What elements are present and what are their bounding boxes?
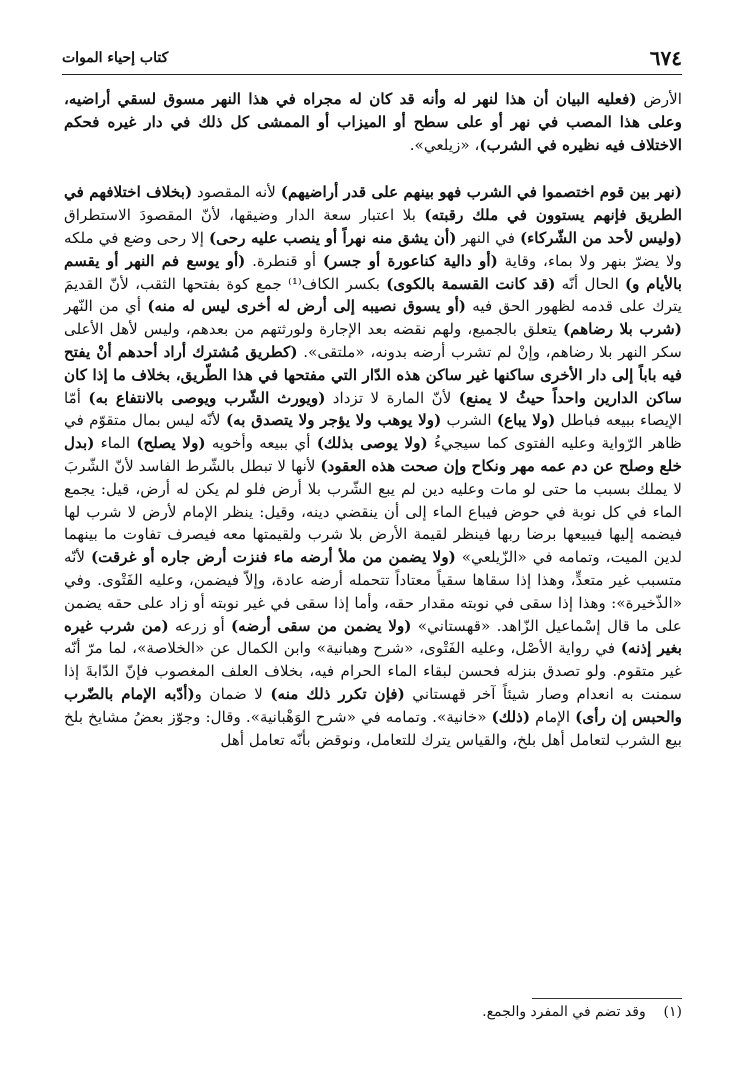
bold-segment: (ولا يوهب ولا يؤجر ولا يتصدق به) xyxy=(225,411,442,430)
text-segment: الحال أنّه xyxy=(555,274,625,293)
text-segment: أو قنطرة. xyxy=(245,251,323,270)
text-segment: يتعلق بالجميع، ولهم نقضه بعد الإجارة ولورثتهم من بعدهم، وليس لأهل الأعلى سكر النهر بلا رضاهم، وإنْ لم تشرب أرضه بدونه، «ملتقى». xyxy=(64,320,682,361)
text-segment: أمّا الإيصاء ببيعه فباطل xyxy=(64,388,682,430)
bold-segment: (ويورث الشّرب ويوصى بالانتفاع به) xyxy=(88,388,326,407)
text-segment: الأرض xyxy=(636,90,683,108)
bold-segment: (ذلك) xyxy=(491,707,531,726)
bold-segment: (فإن تكرر ذلك منه) xyxy=(270,684,405,703)
bold-segment: (أدّبه الإمام بالضّرب والحبس إن رأى) xyxy=(64,684,683,726)
text-segment: بلا اعتبار سعة الدار وضيقها، لأنّ المقصودَ الاستطراق xyxy=(64,206,425,225)
text-segment: لأنه المقصود xyxy=(192,183,281,202)
text-segment: في رواية الأصْل، وعليه الفَتْوى، «شرح وهبانية» وابن الكمال عن «الخلاصة»، لما مرّ أنّه غير متقوم. ولو تصدق بنزله فحسن لبقاء الماء الحرام فيه، بخلاف العلف المغصوب فإنّ الدّابةَ إذا سمنت به انعدام وصار شيئاً آخر قهستاني xyxy=(64,639,683,703)
bold-segment: (بخلاف اختلافهم في الطريق فإنهم يستوون في ملك رقبته) xyxy=(64,183,682,225)
text-segment: أو زرعه xyxy=(168,616,231,635)
bold-segment: (ولا يضمن من سقى أرضه) xyxy=(231,616,412,635)
bold-segment: (بدل خلع وصلح عن دم عمه مهر ونكاح وإن صحت هذه العقود) xyxy=(64,434,682,475)
text-segment: الماء xyxy=(94,434,137,453)
text-segment: لأنها لا تبطل بالشّرط الفاسد لأنّ الشّربَ لا يملك بسبب ما حتى لو مات وعليه دين لم يبع الشّرب بلا أرض فلو لم يكن له أرض، قيل: يجمع الماء في كل نوبة في حوض فيباع الماء إلى أن ينقضي دينه، وقيل: ينظر الإمام لأرض لا شرب لها فيضمه إليها فيبيعها برضا ربها فينظر لقيمة الأرض بلا شرب ولقيمتها معه فيصرف تفاوت ما بينهما لدين الميت، وتمامه في «الزّيلعي» xyxy=(64,456,682,567)
bold-segment: (ولا يوصى بذلك) xyxy=(316,434,428,453)
footnote-marker: (١) xyxy=(663,1004,682,1020)
bold-segment: (ولا يصلح) xyxy=(136,434,206,453)
bold-segment: (من شرب غيره بغير إذنه) xyxy=(64,616,683,658)
text-segment: الإمام xyxy=(530,707,576,726)
bold-segment: (أو يوسع فم النهر أو يقسم بالأيام و) xyxy=(64,251,682,293)
footnote-divider xyxy=(532,998,682,999)
text-segment: بكسر الكاف⁽¹⁾ جمع كوة بفتحها الثقب، لأنّ القديمَ يترك على قدمه لظهور الحق فيه xyxy=(64,274,682,316)
bold-segment: (أو يسوق نصيبه إلى أرض له أخرى ليس له منه) xyxy=(147,297,466,316)
text-segment: الشرب xyxy=(441,411,497,430)
text-segment: لأنّه ليس بمال متقوّم في ظاهر الرّواية وعليه الفتوى كما سيجيءُ xyxy=(64,411,682,453)
footnote xyxy=(182,1004,682,1020)
body-text xyxy=(64,88,682,751)
paragraph xyxy=(64,181,682,751)
bold-segment: (ولا يباع) xyxy=(496,411,556,430)
text-segment: لأنّه متسبب غير متعدٍّ، وهذا إذا سقاها سقياً معتاداً تتحمله أرضه عادة، وإلاّ فيضمن، وعليه الفَتْوى. وفي «الذّخيرة»: وهذا إذا سقى في نوبته مقدار حقه، وأما إذا سقى في غير نوبته أو زاد على حقه يضمن على ما قال إسْماعيل الزّاهد. «قهستاني» xyxy=(64,548,682,635)
bold-segment: (شرب بلا رضاهم) xyxy=(562,320,682,339)
paragraph xyxy=(64,88,682,156)
bold-segment: (ولا يضمن من ملأ أرضه ماء فنزت أرض جاره أو غرقت) xyxy=(90,548,456,567)
bold-segment: (فعليه البيان أن هذا لنهر له وأنه قد كان له مجراه في هذا النهر مسوق لسقي أراضيه، وعلى هذا المصب في نهر أو على سطح أو الميزاب أو الممشى كل ذلك في دار غيره فحكم الاختلاف فيه نظيره في الشرب) xyxy=(64,90,682,154)
text-segment: لأنّ المارة لا تزداد xyxy=(325,388,459,407)
bold-segment: (وليس لأحد من الشّركاء) xyxy=(519,228,682,247)
footnote-text: وقد تضم في المفرد والجمع. xyxy=(482,1004,646,1020)
page-number: ٦٧٤ xyxy=(649,46,682,70)
text-segment: «خانية». وتمامه في «شرح الوَهْبانية». وقال: وجوّز بعضُ مشايخ بلخ بيع الشرب لتعامل أهل بلخ، والقياس يترك للتعامل، ونوقض بأنّه تعامل أهل xyxy=(64,707,682,749)
bold-segment: (نهر بين قوم اختصموا في الشرب فهو بينهم على قدر أراضيهم) xyxy=(280,183,683,202)
book-title: كتاب إحياء الموات xyxy=(62,50,169,66)
page-header xyxy=(62,44,682,75)
bold-segment: (أو دالية كناعورة أو جسر) xyxy=(322,251,498,270)
text-segment: ، «زيلعي». xyxy=(409,135,480,154)
text-segment: إلا رحى وضع في ملكه ولا يضرّ بنهر ولا بماء، وقاية xyxy=(64,228,682,270)
text-segment: أي من النّهر xyxy=(64,297,148,316)
bold-segment: (كطريق مُشترك أراد أحدهم أنْ يفتح فيه باباً إلى دار الأخرى ساكنها غير ساكن هذه الدّار التي مفتحها في هذا الطّريق، بخلاف ما إذا كان ساكن الدارين واحداً حيثُ لا يمنع) xyxy=(64,342,682,407)
text-segment: أي ببيعه وأخويه xyxy=(205,434,317,453)
bold-segment: (قد كانت القسمة بالكوى) xyxy=(386,274,556,293)
text-segment: لا ضمان و xyxy=(194,684,271,703)
text-segment: في النهر xyxy=(456,228,520,247)
bold-segment: (أن يشق منه نهراً أو ينصب عليه رحى) xyxy=(208,228,457,247)
